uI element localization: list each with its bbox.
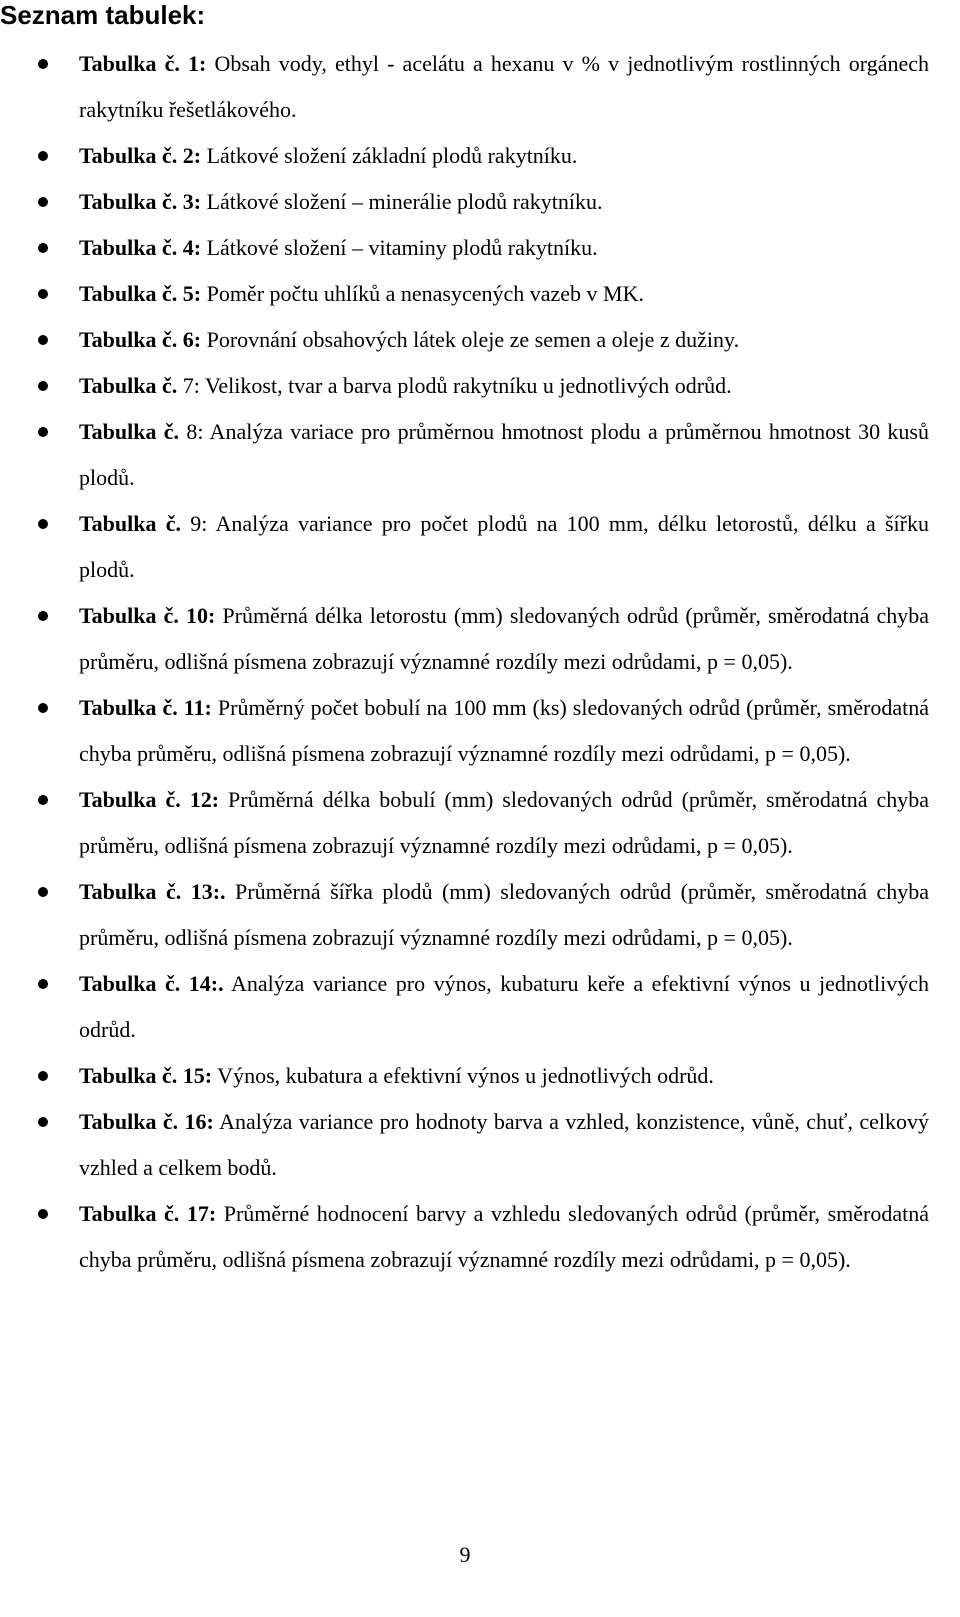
bullet-icon (38, 381, 48, 391)
bullet-icon (38, 979, 48, 989)
list-item (0, 225, 929, 271)
list-item (0, 41, 929, 133)
list-item (0, 1191, 929, 1283)
table-label: Tabulka č. 10: (79, 603, 216, 628)
bullet-icon (38, 427, 48, 437)
table-label: Tabulka č. 15: (79, 1063, 213, 1088)
bullet-icon (38, 1071, 48, 1081)
list-item (0, 593, 929, 685)
table-caption: Látkové složení – vitaminy plodů rakytníku. (201, 235, 598, 260)
table-label: Tabulka č. 11: (79, 695, 212, 720)
table-caption: Látkové složení – minerálie plodů rakytníku. (201, 189, 603, 214)
bullet-icon (38, 519, 48, 529)
table-label: Tabulka č. 3: (79, 189, 202, 214)
table-caption: Poměr počtu uhlíků a nenasycených vazeb v MK. (201, 281, 645, 306)
table-caption: Průměrný počet bobulí na 100 mm (ks) sledovaných odrůd (průměr, směrodatná chyba průměru, odlišná písmena zobrazují významné rozdíly mezi odrůdami, p = 0,05). (79, 695, 929, 766)
bullet-icon (38, 1117, 48, 1127)
table-caption: Průměrná šířka plodů (mm) sledovaných odrůd (průměr, směrodatná chyba průměru, odlišná písmena zobrazují významné rozdíly mezi odrůdami, p = 0,05). (79, 879, 929, 950)
list-item (0, 179, 929, 225)
table-caption: Obsah vody, ethyl - acelátu a hexanu v % v jednotlivým rostlinných orgánech rakytníku řešetlákového. (79, 51, 929, 122)
table-label: Tabulka č. (79, 419, 180, 444)
table-label: Tabulka č. 2: (79, 143, 202, 168)
table-label: Tabulka č. 12: (79, 787, 220, 812)
bullet-icon (38, 243, 48, 253)
table-caption: Výnos, kubatura a efektivní výnos u jednotlivých odrůd. (212, 1063, 714, 1088)
bullet-icon (38, 335, 48, 345)
list-item (0, 1099, 929, 1191)
table-label: Tabulka č. (79, 511, 182, 536)
list-item (0, 133, 929, 179)
bullet-icon (38, 197, 48, 207)
list-item (0, 685, 929, 777)
bullet-icon (38, 703, 48, 713)
table-label: Tabulka č. 13:. (79, 879, 226, 904)
table-caption: Průměrné hodnocení barvy a vzhledu sledovaných odrůd (průměr, směrodatná chyba průměru, odlišná písmena zobrazují významné rozdíly mezi odrůdami, p = 0,05). (79, 1201, 929, 1272)
bullet-icon (38, 59, 48, 69)
page-number: 9 (459, 1542, 471, 1567)
list-item (0, 363, 929, 409)
page-title: Seznam tabulek: (0, 0, 206, 30)
bullet-icon (38, 151, 48, 161)
list-item (0, 869, 929, 961)
table-caption: Analýza variance pro hodnoty barva a vzhled, konzistence, vůně, chuť, celkový vzhled a celkem bodů. (79, 1109, 929, 1180)
table-label: Tabulka č. 16: (79, 1109, 214, 1134)
table-caption: Průměrná délka letorostu (mm) sledovaných odrůd (průměr, směrodatná chyba průměru, odlišná písmena zobrazují významné rozdíly mezi odrůdami, p = 0,05). (79, 603, 929, 674)
table-label: Tabulka č. 17: (79, 1201, 217, 1226)
table-caption: 9: Analýza variance pro počet plodů na 100 mm, délku letorostů, délku a šířku plodů. (79, 511, 929, 582)
list-item (0, 961, 929, 1053)
list-item (0, 777, 929, 869)
table-caption: Porovnání obsahových látek oleje ze semen a oleje z dužiny. (201, 327, 740, 352)
table-label: Tabulka č. 1: (79, 51, 207, 76)
list-item (0, 409, 929, 501)
table-caption: Průměrná délka bobulí (mm) sledovaných odrůd (průměr, směrodatná chyba průměru, odlišná písmena zobrazují významné rozdíly mezi odrůdami, p = 0,05). (79, 787, 929, 858)
list-item (0, 271, 929, 317)
table-label: Tabulka č. 4: (79, 235, 202, 260)
list-item (0, 501, 929, 593)
list-of-tables (0, 41, 929, 1283)
table-caption: Látkové složení základní plodů rakytníku. (201, 143, 578, 168)
table-caption: 8: Analýza variace pro průměrnou hmotnost plodu a průměrnou hmotnost 30 kusů plodů. (79, 419, 929, 490)
bullet-icon (38, 289, 48, 299)
list-item (0, 1053, 929, 1099)
bullet-icon (38, 611, 48, 621)
table-label: Tabulka č. 6: (79, 327, 202, 352)
list-item (0, 317, 929, 363)
table-label: Tabulka č. 14:. (79, 971, 224, 996)
table-label: Tabulka č. (79, 373, 178, 398)
table-caption: 7: Velikost, tvar a barva plodů rakytníku u jednotlivých odrůd. (177, 373, 732, 398)
table-caption: Analýza variance pro výnos, kubaturu keře a efektivní výnos u jednotlivých odrůd. (79, 971, 929, 1042)
bullet-icon (38, 1209, 48, 1219)
table-label: Tabulka č. 5: (79, 281, 202, 306)
bullet-icon (38, 887, 48, 897)
bullet-icon (38, 795, 48, 805)
